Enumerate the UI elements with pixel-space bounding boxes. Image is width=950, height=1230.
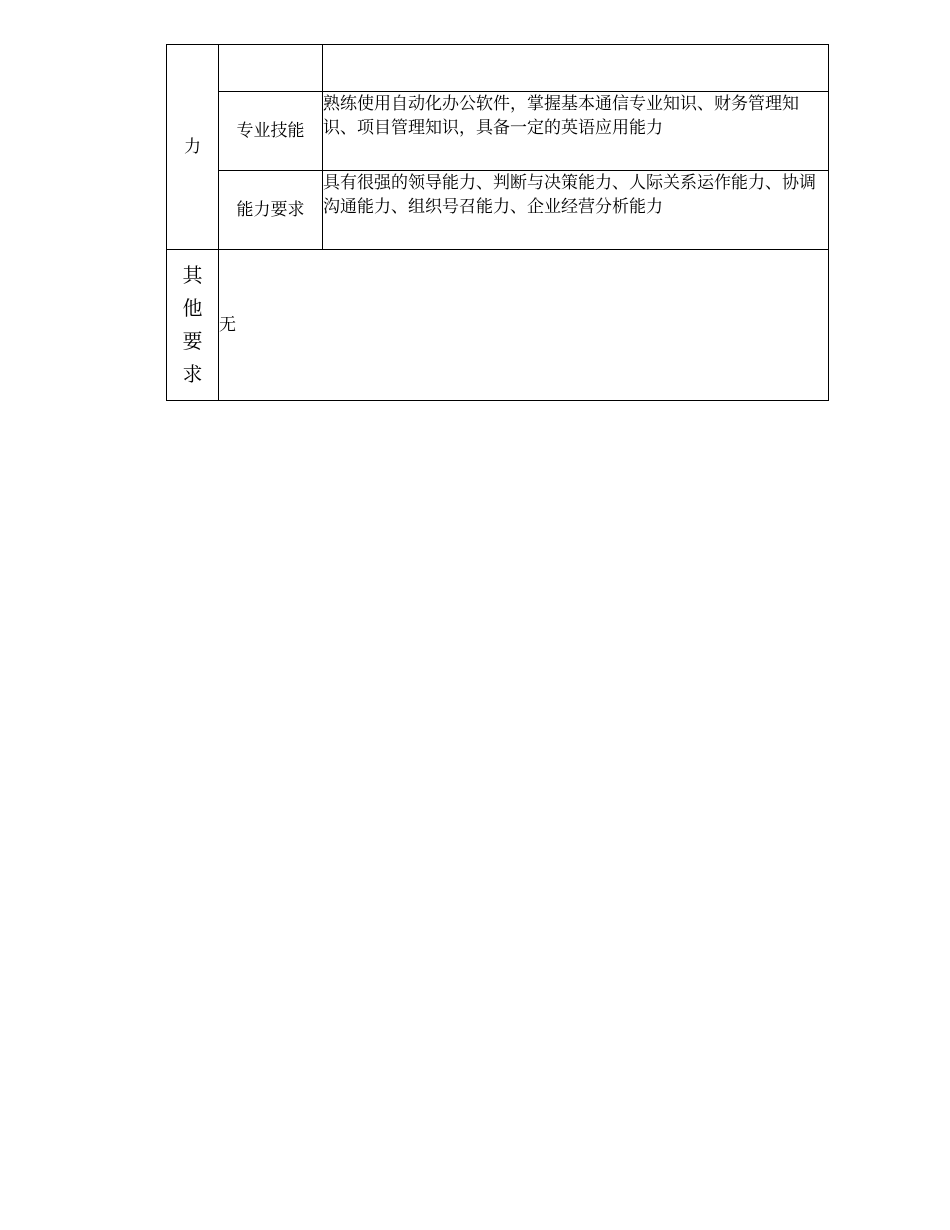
other-requirements-label bbox=[183, 259, 203, 391]
label-char: 他 bbox=[182, 296, 203, 320]
other-requirements-label-cell bbox=[167, 250, 219, 401]
ability-category-label: 力 bbox=[184, 137, 201, 157]
label-char: 求 bbox=[182, 362, 203, 386]
label-char: 其 bbox=[182, 263, 203, 287]
skill-content: 熟练使用自动化办公软件，掌握基本通信专业知识、财务管理知识、项目管理知识，具备一定的英语应用能力 bbox=[323, 94, 799, 138]
label-char: 要 bbox=[182, 329, 203, 353]
ability-label: 能力要求 bbox=[236, 200, 305, 220]
ability-content-cell bbox=[323, 171, 829, 250]
skill-label-cell bbox=[219, 92, 323, 171]
table-row bbox=[167, 171, 829, 250]
other-requirements-content-cell bbox=[219, 250, 829, 401]
top-row-content-cell bbox=[323, 45, 829, 92]
table-row bbox=[167, 250, 829, 401]
ability-category-cell bbox=[167, 45, 219, 250]
ability-content: 具有很强的领导能力、判断与决策能力、人际关系运作能力、协调沟通能力、组织号召能力、企业经营分析能力 bbox=[323, 173, 816, 217]
table-row bbox=[167, 92, 829, 171]
skill-content-cell bbox=[323, 92, 829, 171]
table-row bbox=[167, 45, 829, 92]
job-requirements-table bbox=[166, 44, 829, 401]
ability-label-cell bbox=[219, 171, 323, 250]
other-requirements-content: 无 bbox=[219, 315, 236, 335]
skill-label: 专业技能 bbox=[236, 121, 305, 141]
top-row-label-cell bbox=[219, 45, 323, 92]
